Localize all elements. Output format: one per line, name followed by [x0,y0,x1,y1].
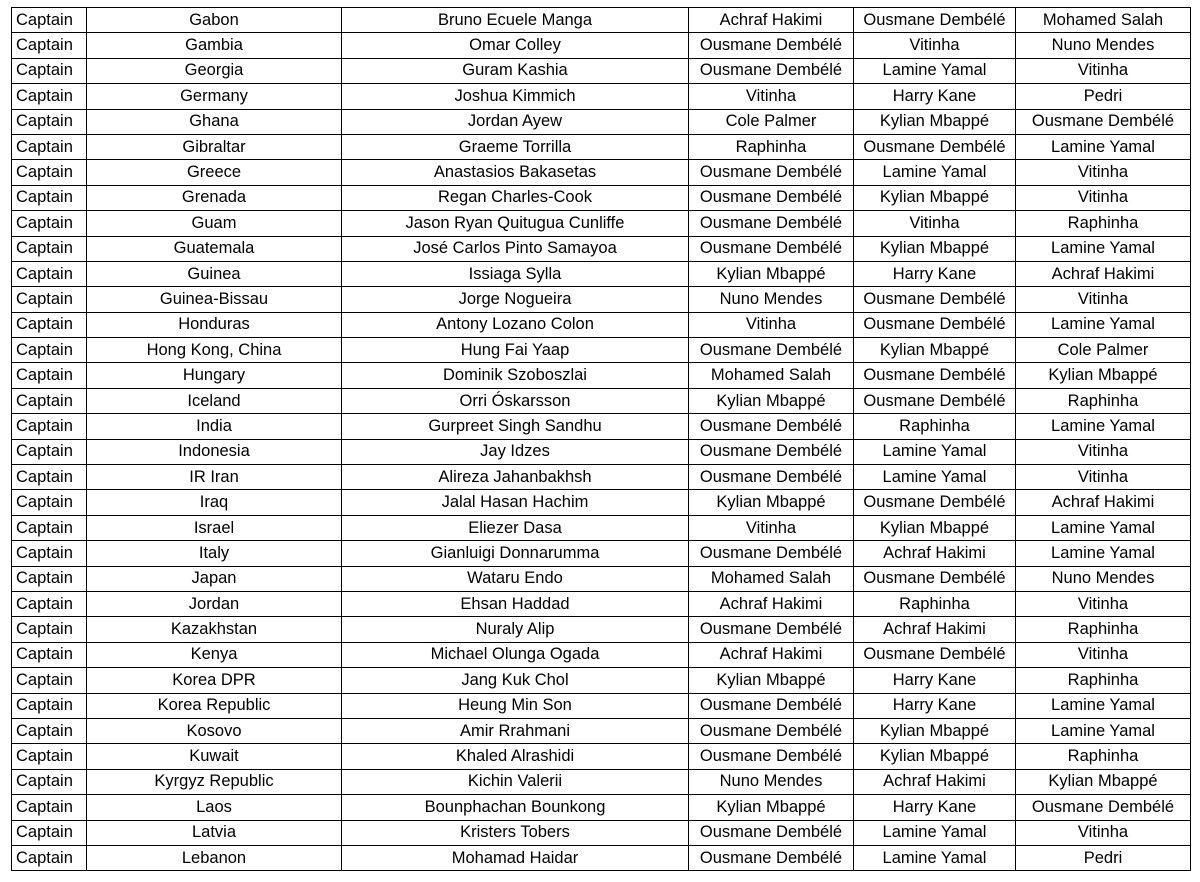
role-cell: Captain [12,8,87,33]
third-choice-cell: Vitinha [1016,439,1191,464]
third-choice-cell: Lamine Yamal [1016,718,1191,743]
table-row [12,541,1191,566]
second-choice-cell: Achraf Hakimi [854,617,1016,642]
second-choice-cell: Harry Kane [854,693,1016,718]
captain-name-cell: Kichin Valerii [342,769,689,794]
second-choice-cell: Raphinha [854,414,1016,439]
captain-name-cell: Jang Kuk Chol [342,668,689,693]
captain-name-cell: Michael Olunga Ogada [342,642,689,667]
role-cell: Captain [12,261,87,286]
first-choice-cell: Ousmane Dembélé [689,414,854,439]
role-cell: Captain [12,388,87,413]
role-cell: Captain [12,287,87,312]
table-row [12,439,1191,464]
first-choice-cell: Ousmane Dembélé [689,718,854,743]
captain-name-cell: Anastasios Bakasetas [342,160,689,185]
second-choice-cell: Ousmane Dembélé [854,8,1016,33]
team-cell: Kosovo [87,718,342,743]
team-cell: Kyrgyz Republic [87,769,342,794]
third-choice-cell: Raphinha [1016,211,1191,236]
first-choice-cell: Vitinha [689,312,854,337]
table-row [12,363,1191,388]
third-choice-cell: Vitinha [1016,820,1191,845]
team-cell: Ghana [87,109,342,134]
third-choice-cell: Lamine Yamal [1016,236,1191,261]
captain-name-cell: Bounphachan Bounkong [342,795,689,820]
team-cell: Latvia [87,820,342,845]
third-choice-cell: Raphinha [1016,617,1191,642]
team-cell: Israel [87,515,342,540]
captain-name-cell: Joshua Kimmich [342,84,689,109]
second-choice-cell: Kylian Mbappé [854,744,1016,769]
third-choice-cell: Lamine Yamal [1016,541,1191,566]
third-choice-cell: Raphinha [1016,388,1191,413]
table-row [12,769,1191,794]
role-cell: Captain [12,642,87,667]
role-cell: Captain [12,465,87,490]
third-choice-cell: Raphinha [1016,744,1191,769]
first-choice-cell: Kylian Mbappé [689,388,854,413]
captain-name-cell: Amir Rrahmani [342,718,689,743]
table-row [12,211,1191,236]
first-choice-cell: Ousmane Dembélé [689,465,854,490]
table-row [12,718,1191,743]
second-choice-cell: Harry Kane [854,668,1016,693]
team-cell: Gibraltar [87,134,342,159]
team-cell: India [87,414,342,439]
role-cell: Captain [12,439,87,464]
team-cell: Kenya [87,642,342,667]
role-cell: Captain [12,84,87,109]
team-cell: Greece [87,160,342,185]
role-cell: Captain [12,566,87,591]
table-row [12,693,1191,718]
second-choice-cell: Ousmane Dembélé [854,363,1016,388]
second-choice-cell: Kylian Mbappé [854,185,1016,210]
table-row [12,591,1191,616]
table-row [12,642,1191,667]
third-choice-cell: Vitinha [1016,185,1191,210]
captain-name-cell: Omar Colley [342,33,689,58]
captain-name-cell: Heung Min Son [342,693,689,718]
second-choice-cell: Achraf Hakimi [854,769,1016,794]
captain-name-cell: Jay Idzes [342,439,689,464]
third-choice-cell: Lamine Yamal [1016,693,1191,718]
team-cell: Guatemala [87,236,342,261]
captain-name-cell: Jorge Nogueira [342,287,689,312]
table-row [12,287,1191,312]
role-cell: Captain [12,338,87,363]
role-cell: Captain [12,591,87,616]
third-choice-cell: Kylian Mbappé [1016,769,1191,794]
third-choice-cell: Ousmane Dembélé [1016,795,1191,820]
votes-table [11,7,1191,871]
first-choice-cell: Ousmane Dembélé [689,744,854,769]
role-cell: Captain [12,718,87,743]
second-choice-cell: Lamine Yamal [854,160,1016,185]
captain-name-cell: Khaled Alrashidi [342,744,689,769]
role-cell: Captain [12,693,87,718]
captain-name-cell: Mohamad Haidar [342,845,689,870]
first-choice-cell: Kylian Mbappé [689,490,854,515]
first-choice-cell: Kylian Mbappé [689,795,854,820]
second-choice-cell: Kylian Mbappé [854,515,1016,540]
first-choice-cell: Vitinha [689,84,854,109]
second-choice-cell: Kylian Mbappé [854,109,1016,134]
first-choice-cell: Achraf Hakimi [689,591,854,616]
role-cell: Captain [12,795,87,820]
table-row [12,84,1191,109]
second-choice-cell: Kylian Mbappé [854,236,1016,261]
team-cell: Kuwait [87,744,342,769]
captain-name-cell: Issiaga Sylla [342,261,689,286]
captain-name-cell: Ehsan Haddad [342,591,689,616]
third-choice-cell: Achraf Hakimi [1016,490,1191,515]
role-cell: Captain [12,185,87,210]
second-choice-cell: Vitinha [854,33,1016,58]
first-choice-cell: Achraf Hakimi [689,642,854,667]
role-cell: Captain [12,820,87,845]
captain-name-cell: Hung Fai Yaap [342,338,689,363]
team-cell: IR Iran [87,465,342,490]
captain-name-cell: Alireza Jahanbakhsh [342,465,689,490]
table-row [12,58,1191,83]
first-choice-cell: Mohamed Salah [689,566,854,591]
third-choice-cell: Lamine Yamal [1016,515,1191,540]
role-cell: Captain [12,515,87,540]
second-choice-cell: Ousmane Dembélé [854,134,1016,159]
second-choice-cell: Lamine Yamal [854,58,1016,83]
second-choice-cell: Kylian Mbappé [854,338,1016,363]
first-choice-cell: Ousmane Dembélé [689,160,854,185]
captain-name-cell: Graeme Torrilla [342,134,689,159]
third-choice-cell: Vitinha [1016,287,1191,312]
first-choice-cell: Ousmane Dembélé [689,820,854,845]
third-choice-cell: Vitinha [1016,160,1191,185]
third-choice-cell: Ousmane Dembélé [1016,109,1191,134]
third-choice-cell: Cole Palmer [1016,338,1191,363]
captain-name-cell: Jalal Hasan Hachim [342,490,689,515]
team-cell: Germany [87,84,342,109]
table-row [12,388,1191,413]
first-choice-cell: Kylian Mbappé [689,261,854,286]
table-row [12,795,1191,820]
role-cell: Captain [12,33,87,58]
role-cell: Captain [12,541,87,566]
third-choice-cell: Mohamed Salah [1016,8,1191,33]
table-row [12,744,1191,769]
captain-name-cell: Guram Kashia [342,58,689,83]
team-cell: Gabon [87,8,342,33]
role-cell: Captain [12,312,87,337]
table-row [12,8,1191,33]
captain-name-cell: Jordan Ayew [342,109,689,134]
first-choice-cell: Ousmane Dembélé [689,211,854,236]
second-choice-cell: Vitinha [854,211,1016,236]
first-choice-cell: Kylian Mbappé [689,668,854,693]
first-choice-cell: Ousmane Dembélé [689,541,854,566]
second-choice-cell: Ousmane Dembélé [854,388,1016,413]
captain-name-cell: Gianluigi Donnarumma [342,541,689,566]
team-cell: Kazakhstan [87,617,342,642]
second-choice-cell: Lamine Yamal [854,465,1016,490]
table-row [12,515,1191,540]
role-cell: Captain [12,845,87,870]
third-choice-cell: Achraf Hakimi [1016,261,1191,286]
table-row [12,617,1191,642]
third-choice-cell: Lamine Yamal [1016,312,1191,337]
third-choice-cell: Raphinha [1016,668,1191,693]
role-cell: Captain [12,490,87,515]
captain-name-cell: Jason Ryan Quitugua Cunliffe [342,211,689,236]
second-choice-cell: Ousmane Dembélé [854,642,1016,667]
role-cell: Captain [12,744,87,769]
role-cell: Captain [12,211,87,236]
team-cell: Georgia [87,58,342,83]
captain-name-cell: Eliezer Dasa [342,515,689,540]
role-cell: Captain [12,160,87,185]
captain-name-cell: Orri Óskarsson [342,388,689,413]
first-choice-cell: Ousmane Dembélé [689,33,854,58]
team-cell: Guinea-Bissau [87,287,342,312]
team-cell: Laos [87,795,342,820]
team-cell: Hungary [87,363,342,388]
third-choice-cell: Vitinha [1016,58,1191,83]
captain-name-cell: Wataru Endo [342,566,689,591]
first-choice-cell: Nuno Mendes [689,287,854,312]
team-cell: Grenada [87,185,342,210]
table-row [12,160,1191,185]
first-choice-cell: Ousmane Dembélé [689,845,854,870]
team-cell: Iraq [87,490,342,515]
second-choice-cell: Harry Kane [854,84,1016,109]
table-row [12,109,1191,134]
first-choice-cell: Cole Palmer [689,109,854,134]
table-row [12,261,1191,286]
third-choice-cell: Nuno Mendes [1016,33,1191,58]
role-cell: Captain [12,769,87,794]
captain-name-cell: Antony Lozano Colon [342,312,689,337]
table-row [12,465,1191,490]
table-row [12,490,1191,515]
captain-name-cell: José Carlos Pinto Samayoa [342,236,689,261]
votes-table-body [12,8,1191,871]
second-choice-cell: Harry Kane [854,795,1016,820]
captain-name-cell: Gurpreet Singh Sandhu [342,414,689,439]
first-choice-cell: Ousmane Dembélé [689,58,854,83]
table-row [12,312,1191,337]
second-choice-cell: Harry Kane [854,261,1016,286]
first-choice-cell: Ousmane Dembélé [689,338,854,363]
third-choice-cell: Pedri [1016,845,1191,870]
third-choice-cell: Lamine Yamal [1016,414,1191,439]
team-cell: Korea DPR [87,668,342,693]
role-cell: Captain [12,668,87,693]
team-cell: Guinea [87,261,342,286]
second-choice-cell: Lamine Yamal [854,820,1016,845]
second-choice-cell: Achraf Hakimi [854,541,1016,566]
captain-name-cell: Kristers Tobers [342,820,689,845]
team-cell: Hong Kong, China [87,338,342,363]
team-cell: Lebanon [87,845,342,870]
second-choice-cell: Ousmane Dembélé [854,490,1016,515]
table-row [12,236,1191,261]
table-row [12,338,1191,363]
team-cell: Japan [87,566,342,591]
table-row [12,414,1191,439]
table-row [12,33,1191,58]
role-cell: Captain [12,134,87,159]
captain-name-cell: Nuraly Alip [342,617,689,642]
second-choice-cell: Lamine Yamal [854,845,1016,870]
team-cell: Indonesia [87,439,342,464]
team-cell: Guam [87,211,342,236]
table-row [12,845,1191,870]
role-cell: Captain [12,58,87,83]
role-cell: Captain [12,363,87,388]
third-choice-cell: Nuno Mendes [1016,566,1191,591]
second-choice-cell: Ousmane Dembélé [854,287,1016,312]
third-choice-cell: Vitinha [1016,642,1191,667]
second-choice-cell: Lamine Yamal [854,439,1016,464]
team-cell: Iceland [87,388,342,413]
team-cell: Italy [87,541,342,566]
role-cell: Captain [12,414,87,439]
second-choice-cell: Raphinha [854,591,1016,616]
table-row [12,185,1191,210]
first-choice-cell: Mohamed Salah [689,363,854,388]
first-choice-cell: Ousmane Dembélé [689,439,854,464]
team-cell: Honduras [87,312,342,337]
first-choice-cell: Raphinha [689,134,854,159]
first-choice-cell: Vitinha [689,515,854,540]
team-cell: Korea Republic [87,693,342,718]
role-cell: Captain [12,109,87,134]
table-row [12,566,1191,591]
first-choice-cell: Ousmane Dembélé [689,185,854,210]
first-choice-cell: Achraf Hakimi [689,8,854,33]
first-choice-cell: Ousmane Dembélé [689,693,854,718]
third-choice-cell: Kylian Mbappé [1016,363,1191,388]
third-choice-cell: Vitinha [1016,465,1191,490]
first-choice-cell: Nuno Mendes [689,769,854,794]
role-cell: Captain [12,236,87,261]
second-choice-cell: Ousmane Dembélé [854,312,1016,337]
first-choice-cell: Ousmane Dembélé [689,236,854,261]
team-cell: Jordan [87,591,342,616]
table-row [12,134,1191,159]
role-cell: Captain [12,617,87,642]
third-choice-cell: Vitinha [1016,591,1191,616]
team-cell: Gambia [87,33,342,58]
third-choice-cell: Lamine Yamal [1016,134,1191,159]
table-row [12,820,1191,845]
captain-name-cell: Bruno Ecuele Manga [342,8,689,33]
second-choice-cell: Kylian Mbappé [854,718,1016,743]
captain-name-cell: Regan Charles-Cook [342,185,689,210]
spreadsheet [11,7,1191,871]
third-choice-cell: Pedri [1016,84,1191,109]
table-row [12,668,1191,693]
captain-name-cell: Dominik Szoboszlai [342,363,689,388]
second-choice-cell: Ousmane Dembélé [854,566,1016,591]
first-choice-cell: Ousmane Dembélé [689,617,854,642]
